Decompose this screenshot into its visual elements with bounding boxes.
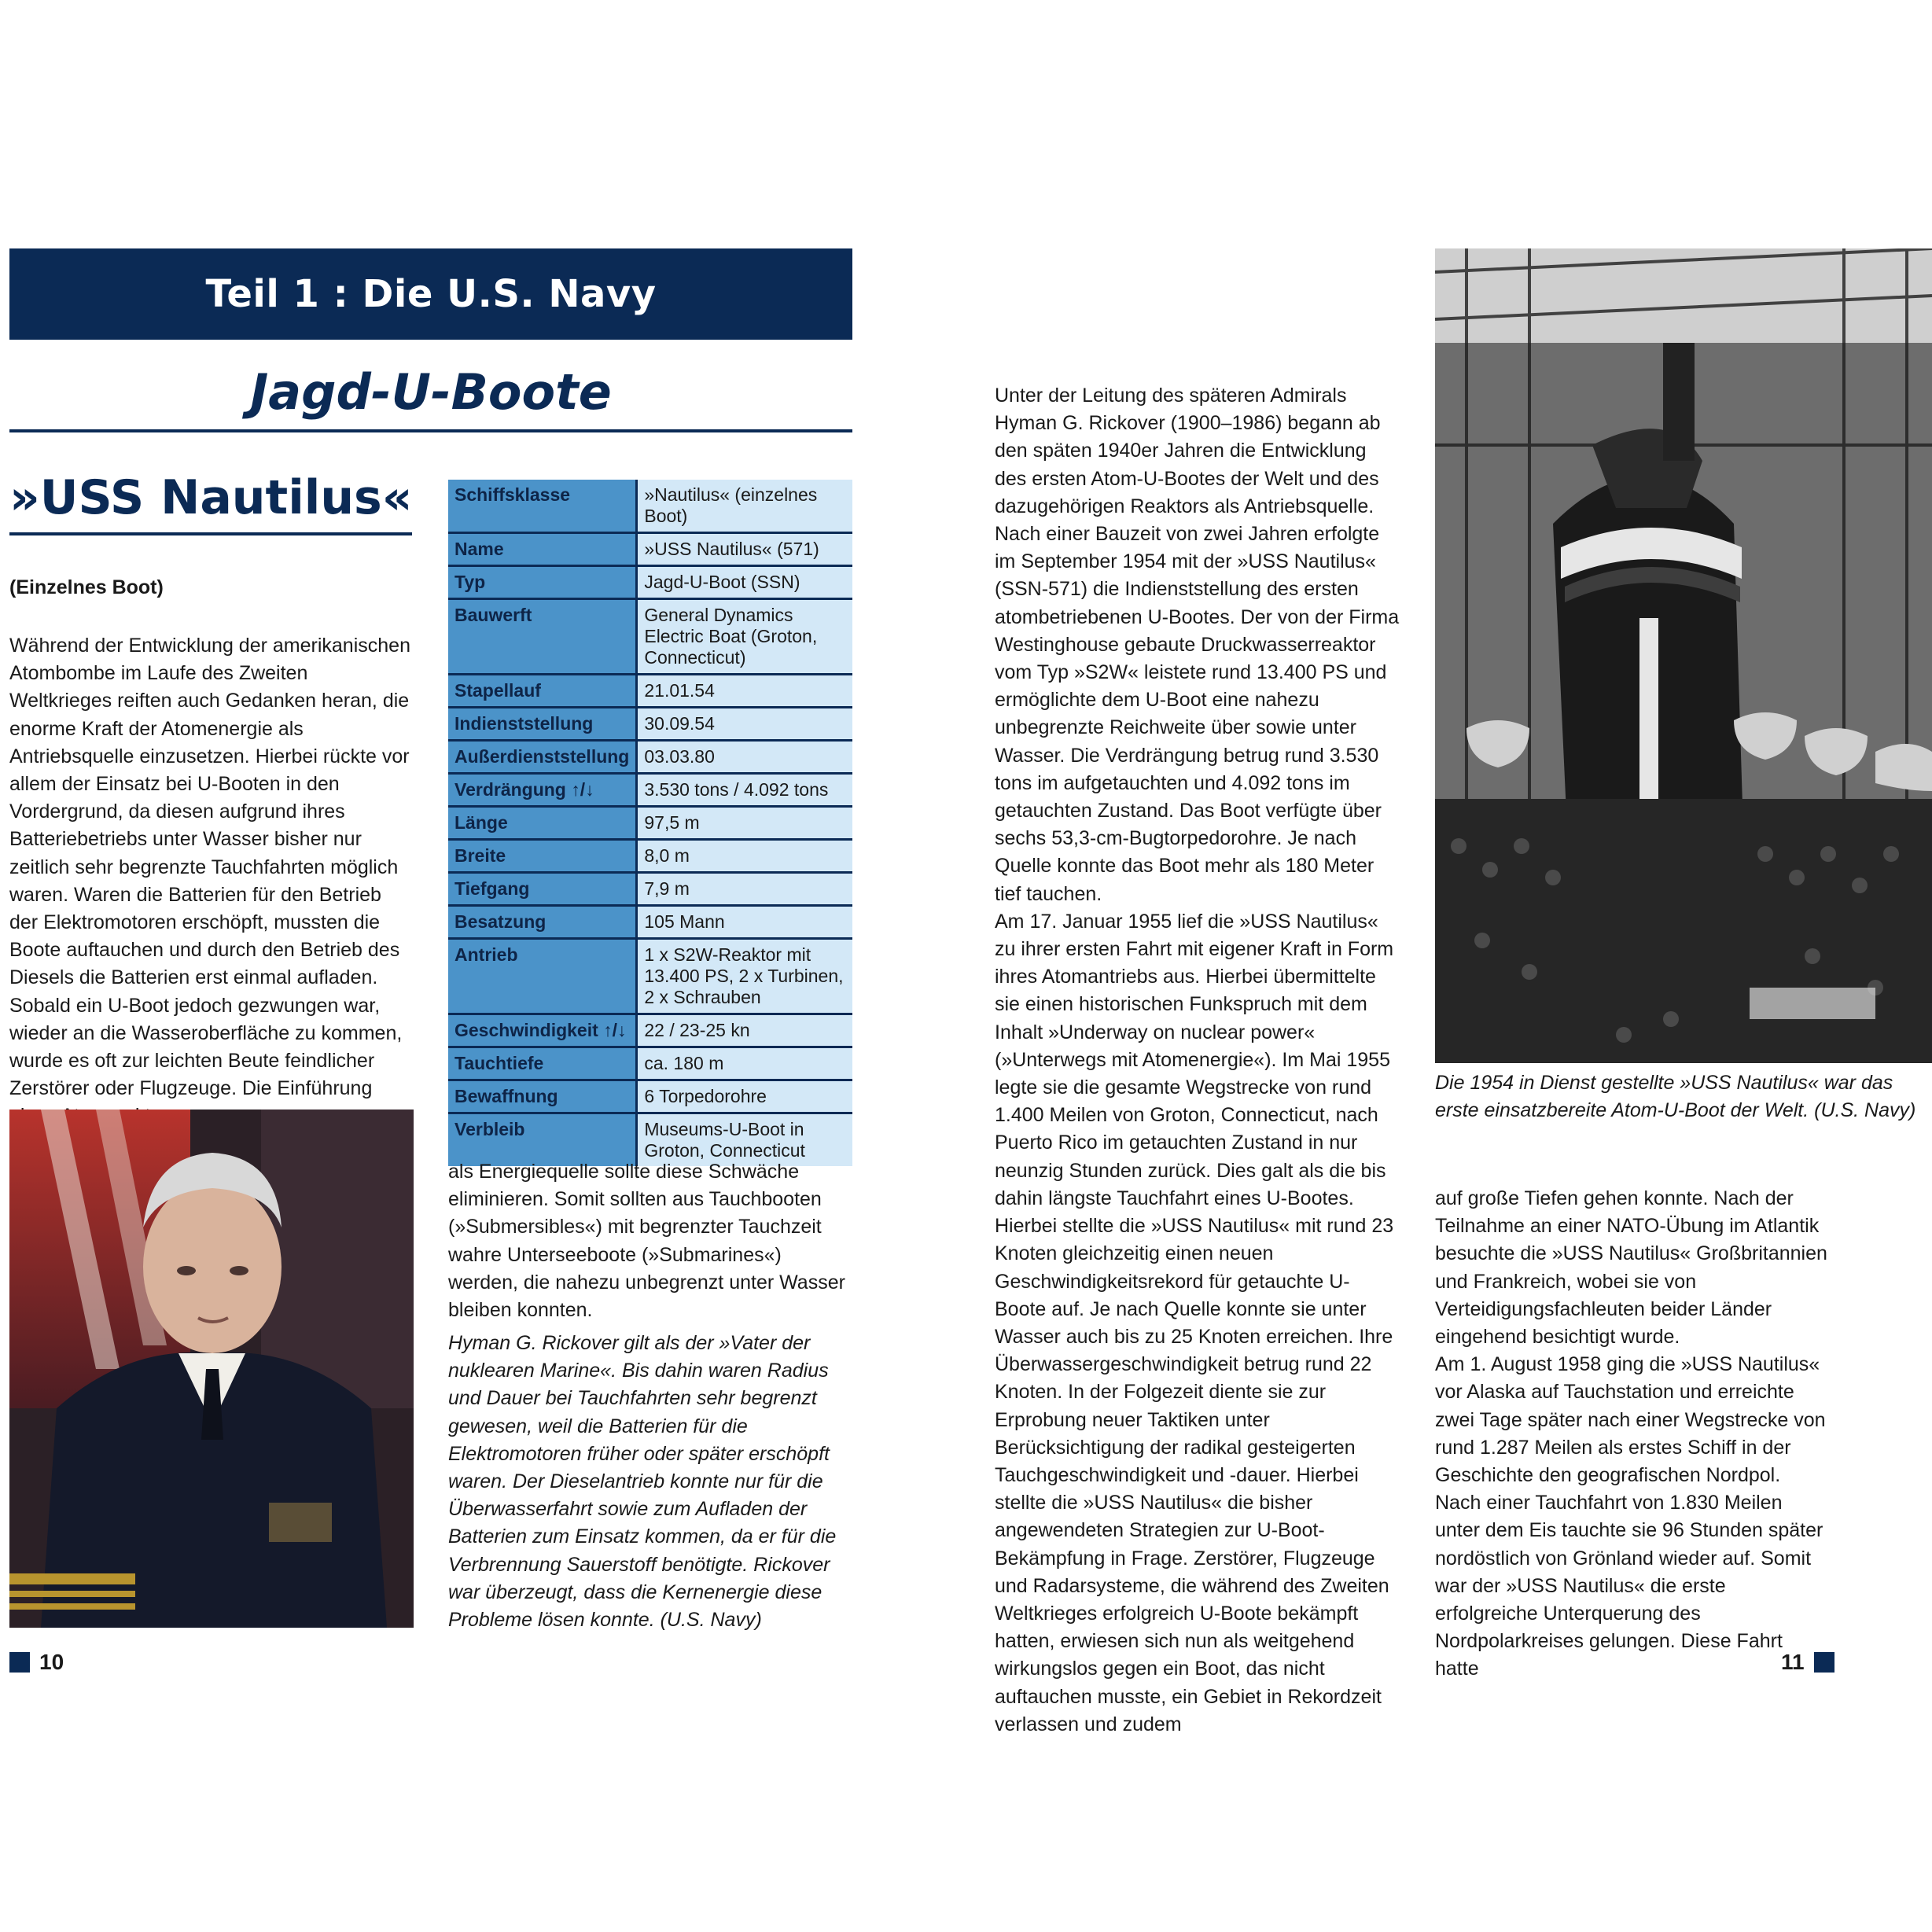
right-col1-paragraph-1: Unter der Leitung des späteren Admirals Hyman G. Rickover (1900–1986) begann ab den späten 1940er Jahren die Entwicklung des ersten Atom-U-Bootes der Welt und des dazugehörigen Reaktors als Antriebsquelle. Nach einer Bauzeit von zwei Jahren erfolgte im September 1954 mit der »USS Nautilus« (SSN-571) die Indienststellung des ersten atombetriebenen U-Bootes. Der von der Firma Westinghouse gebaute Druckwasserreaktor vom Typ »S2W« leistete rund 13.400 PS und ermöglichte dem U-Boot eine nahezu unbegrenzte Reichweite über sowie unter Wasser. Die Verdrängung betrug rund 3.530 tons im aufgetauchten und 4.092 tons im getauchten Zustand. Das Boot verfügte über sechs 53,3-cm-Bugtorpedorohre. Je nach Quelle konnte das Boot mehr als 180 Meter tief tauchen. (995, 385, 1400, 905)
spec-row (448, 1047, 852, 1080)
right-column-2 (1435, 1185, 1828, 1684)
continuation-text (448, 1158, 852, 1324)
spec-label: Länge (448, 807, 637, 840)
right-col2-paragraph-2: Am 1. August 1958 ging die »USS Nautilus« vor Alaska auf Tauchstation und erreichte zwei Tage später nach einer Wegstrecke von rund 1.287 Meilen als erstes Schiff in der Geschichte den geografischen Nordpol. Nach einer Tauchfahrt von 1.830 Meilen unter dem Eis tauchte sie 96 Stunden später nordöstlich von Grönland wieder auf. Somit war der »USS Nautilus« die erste erfolgreiche Unterquerung des Nordpolarkreises gelungen. Diese Fahrt hatte (1435, 1353, 1826, 1680)
spec-label: Name (448, 533, 637, 566)
spec-value: Jagd-U-Boot (SSN) (637, 566, 852, 599)
spec-row (448, 1014, 852, 1047)
intro-paragraph: Während der Entwicklung der amerikanischen Atombombe im Laufe des Zweiten Weltkrieges reiften auch Gedanken heran, die enorme Kraft der Atomenergie als Antriebsquelle einzusetzen. Hierbei rückte vor allem der Einsatz bei U-Booten in den Vordergrund, da diesen aufgrund ihres Batteriebetriebs unter Wasser bisher nur zeitlich sehr begrenzte Tauchfahrten möglich waren. Waren die Batterien für den Betrieb der Elektromotoren erschöpft, mussten die Boote auftauchen und durch den Betrieb des Diesels die Batterien erst einmal aufladen. Sobald ein U-Boot jedoch gezwungen war, wieder an die Wasseroberfläche zu kommen, wurde es oft zur leichten Beute feindlicher Zerstörer oder Flugzeuge. Die Einführung (9, 635, 410, 1100)
spec-label: Breite (448, 840, 637, 873)
page-number-left (9, 1650, 64, 1675)
page-marker-square (9, 1652, 30, 1673)
intro-text (9, 632, 414, 1131)
spec-label: Tiefgang (448, 873, 637, 906)
spec-value: 22 / 23-25 kn (637, 1014, 852, 1047)
spec-value: »USS Nautilus« (571) (637, 533, 852, 566)
spec-label: Indienststellung (448, 708, 637, 741)
spec-label: Stapellauf (448, 675, 637, 708)
spec-value: 105 Mann (637, 906, 852, 939)
spec-label: Typ (448, 566, 637, 599)
spec-label: Tauchtiefe (448, 1047, 637, 1080)
spec-value: 3.530 tons / 4.092 tons (637, 774, 852, 807)
spec-value: »Nautilus« (einzelnes Boot) (637, 480, 852, 533)
rickover-portrait (9, 1110, 414, 1628)
page-number-right (1781, 1650, 1834, 1675)
right-col2-paragraph-1: auf große Tiefen gehen konnte. Nach der Teilnahme an einer NATO-Übung im Atlantik besuchte die »USS Nautilus« Großbritannien und Frankreich, wobei sie von Verteidigungsfachleuten beider Länder eingehend besichtigt wurde. (1435, 1187, 1827, 1349)
spec-value: 97,5 m (637, 807, 852, 840)
spec-value: ca. 180 m (637, 1047, 852, 1080)
spec-label: Verdrängung ↑/↓ (448, 774, 637, 807)
spec-row (448, 1080, 852, 1113)
spec-row (448, 708, 852, 741)
boat-subtitle: (Einzelnes Boot) (9, 576, 164, 598)
boat-title-rule (9, 532, 412, 535)
part-title-banner (9, 248, 852, 340)
spec-row (448, 741, 852, 774)
spec-row (448, 533, 852, 566)
spec-value: Museums-U-Boot in Groton, Connecticut (637, 1113, 852, 1167)
spec-value: 8,0 m (637, 840, 852, 873)
spec-value: 03.03.80 (637, 741, 852, 774)
spec-row (448, 906, 852, 939)
section-title: Jagd-U-Boote (250, 363, 612, 421)
spec-row (448, 599, 852, 675)
right-column-1 (995, 382, 1400, 1739)
rickover-portrait-illustration (9, 1110, 414, 1628)
spec-value: 7,9 m (637, 873, 852, 906)
nautilus-launch-illustration (1435, 248, 1932, 1063)
spec-label: Außerdienststellung (448, 741, 637, 774)
spec-value: 1 x S2W-Reaktor mit 13.400 PS, 2 x Turbinen, 2 x Schrauben (637, 939, 852, 1014)
spec-label: Bewaffnung (448, 1080, 637, 1113)
spec-table (448, 480, 852, 1166)
spec-row (448, 566, 852, 599)
part-title: Teil 1 : Die U.S. Navy (205, 272, 657, 316)
spec-row (448, 675, 852, 708)
continuation-paragraph: als Energiequelle sollte diese Schwäche eliminieren. Somit sollten aus Tauchbooten (»Submersibles«) mit begrenzter Tauchzeit wahre Unterseeboote (»Submarines«) werden, die nahezu unbegrenzt unter Wasser bleiben konnten. (448, 1161, 845, 1322)
photo-caption (1435, 1069, 1932, 1124)
spec-label: Bauwerft (448, 599, 637, 675)
spec-label: Geschwindigkeit ↑/↓ (448, 1014, 637, 1047)
spec-label: Schiffsklasse (448, 480, 637, 533)
spec-label: Verbleib (448, 1113, 637, 1167)
spec-value: 30.09.54 (637, 708, 852, 741)
photo-caption-text: Die 1954 in Dienst gestellte »USS Nautilus« war das erste einsatzbereite Atom-U-Boot der Welt. (U.S. Navy) (1435, 1072, 1916, 1122)
nautilus-launch-photo (1435, 248, 1932, 1063)
spec-value: 21.01.54 (637, 675, 852, 708)
spec-label: Besatzung (448, 906, 637, 939)
spec-row (448, 873, 852, 906)
boat-title: »USS Nautilus« (9, 470, 413, 525)
page-marker-square (1814, 1652, 1834, 1673)
spec-row (448, 480, 852, 533)
rickover-caption-text: Hyman G. Rickover gilt als der »Vater der nuklearen Marine«. Bis dahin waren Radius und Dauer bei Tauchfahrten sehr begrenzt gewesen, weil die Batterien für die Elektromotoren früher oder später erschöpft waren. Der Dieselantrieb konnte nur für die Überwasserfahrt sowie zum Aufladen der Batterien zum Einsatz kommen, da er für die Verbrennung Sauerstoff benötigte. Rickover war überzeugt, dass die Kernenergie diese Probleme lösen konnte. (U.S. Navy) (448, 1332, 837, 1632)
spec-row (448, 939, 852, 1014)
spec-label: Antrieb (448, 939, 637, 1014)
spec-value: General Dynamics Electric Boat (Groton, Connecticut) (637, 599, 852, 675)
rickover-caption (448, 1330, 852, 1634)
page-number-left-text: 10 (39, 1650, 64, 1674)
spec-row (448, 807, 852, 840)
spec-value: 6 Torpedorohre (637, 1080, 852, 1113)
spec-row (448, 840, 852, 873)
page-number-right-text: 11 (1781, 1650, 1805, 1674)
section-rule (9, 429, 852, 432)
right-col1-paragraph-2: Am 17. Januar 1955 lief die »USS Nautilus« zu ihrer ersten Fahrt mit eigener Kraft in Form ihres Atomantriebs aus. Hierbei übermittelte sie einen historischen Funkspruch mit dem Inhalt »Underway on nuclear power« (»Unterwegs mit Atomenergie«). Im Mai 1955 legte sie die gesamte Wegstrecke von rund 1.400 Meilen von Groton, Connecticut, nach Puerto Rico im getauchten Zustand in nur neunzig Stunden zurück. Dies galt als die bis dahin längste Tauchfahrt eines U-Bootes. Hierbei stellte die »USS Nautilus« mit rund 23 Knoten gleichzeitig einen neuen Geschwindigkeitsrekord für getauchte U-Boote auf. Je nach Quelle konnte sie unter Wasser auch bis zu 25 Knoten erreichen. Ihre Überwassergeschwindigkeit betrug rund 22 Knoten. In der Folgezeit diente sie zur Erprobung neuer Taktiken unter Berücksichtigung der radikal gesteigerten Tauchgeschwindigkeit und -dauer. Hierbei stellte die »USS Nautilus« die bisher angewendeten Strategien zur U-Boot-Bekämpfung in Frage. Zerstörer, Flugzeuge und Radarsysteme, die während des Zweiten Weltkrieges erfolgreich U-Boote bekämpft hatten, erwiesen sich nun als weitgehend wirkungslos gegen ein Boot, das nicht auftauchen musste, ein Gebiet in Rekordzeit verlassen und zudem (995, 910, 1394, 1735)
spec-row (448, 774, 852, 807)
